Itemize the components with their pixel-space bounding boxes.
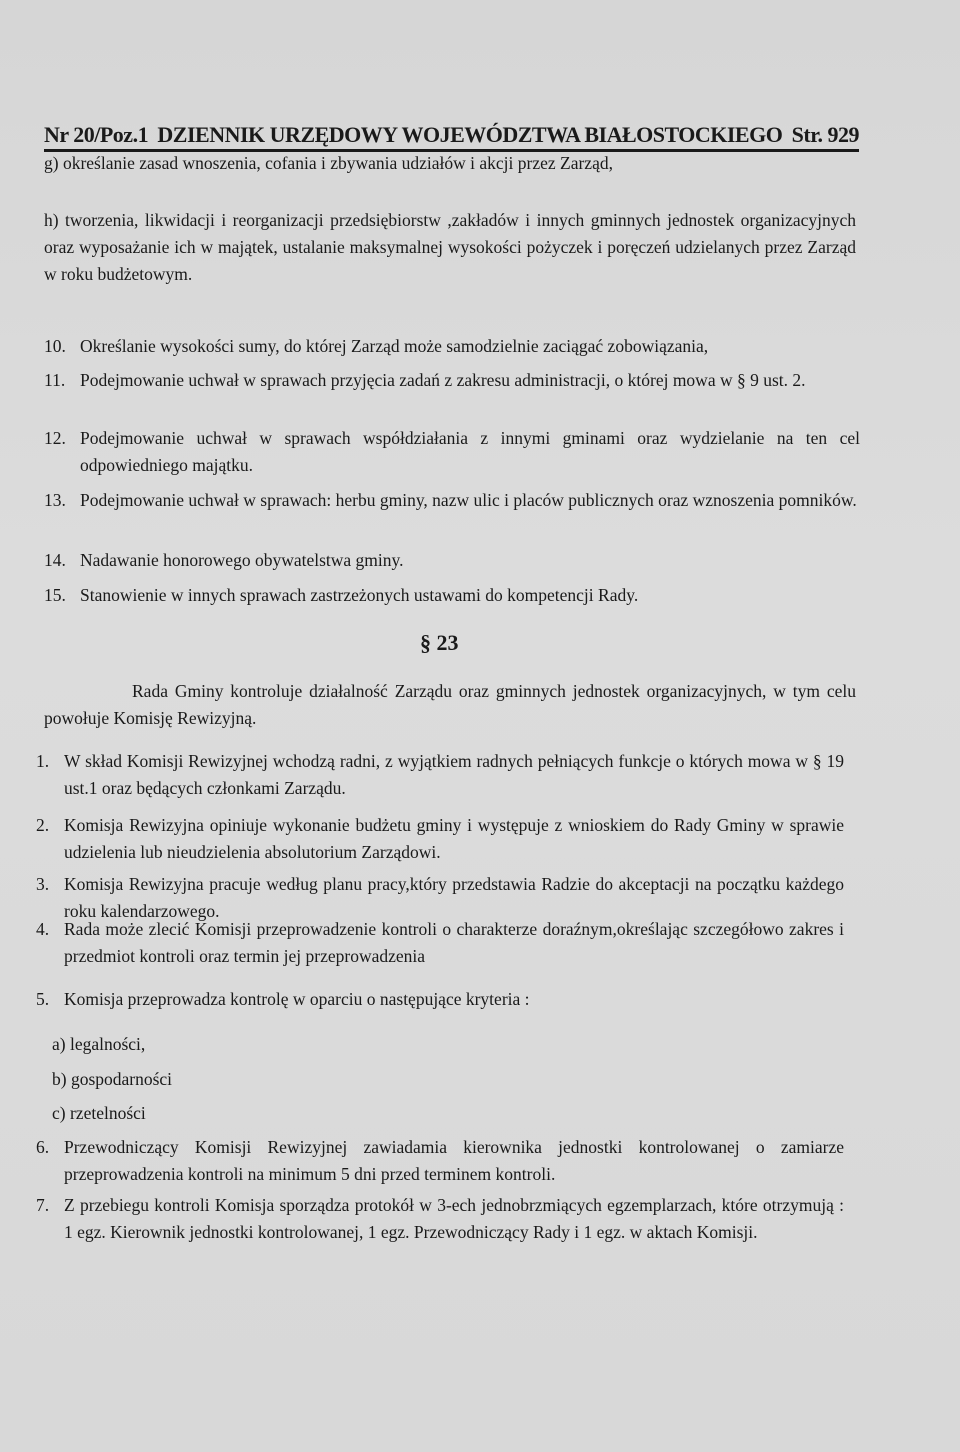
- section-heading: § 23: [420, 630, 459, 655]
- item-g: g) określanie zasad wnoszenia, cofania i zbywania udziałów i akcji przez Zarząd,: [44, 153, 613, 173]
- criteria-item: b) gospodarności: [52, 1069, 173, 1089]
- header-title: DZIENNIK URZĘDOWY WOJEWÓDZTWA BIAŁOSTOCKIEGO: [157, 122, 783, 147]
- item-h: h) tworzenia, likwidacji i reorganizacji przedsiębiorstw ,zakładów i innych gminnych jednostek organizacyjnych oraz wyposażanie ich w majątek, ustalanie maksymalnej wysokości pożyczek i poręczeń udzielanych przez Zarząd w roku budżetowym.: [44, 210, 856, 284]
- header-page: Str. 929: [791, 122, 859, 147]
- criteria-item: c) rzetelności: [52, 1103, 146, 1123]
- document-page: Nr 20/Poz.1 DZIENNIK URZĘDOWY WOJEWÓDZTWA BIAŁOSTOCKIEGO Str. 929 g) określanie zasad wnoszenia, cofania i zbywania udziałów i akcji przez Zarząd, h) tworzenia, likwidacji i reorganizacji przedsiębiorstw ,zakładów i innych gminnych jednostek organizacyjnych oraz wyposażanie ich w majątek, ustalanie maksymalnej wysokości pożyczek i poręczeń udzielanych przez Zarząd w roku budżetowym. 10. Określanie wysokości sumy, do której Zarząd może samodzielnie zaciągać zobowiązania, 11. Podejmowanie uchwał w sprawach przyjęcia zadań z zakresu administracji, o której mowa w § 9 ust. 2. 12. Podejmowanie uchwał w sprawach współdziałania z innymi gminami oraz wydzielanie na ten cel odpowiedniego majątku. 13. Podejmowanie uchwał w sprawach: herbu gminy, nazw ulic i placów publicznych oraz wznoszenia pomników. 14. Nadawanie honorowego obywatelstwa gminy. 15. Stanowienie w innych sprawach zastrzeżonych ustawami do kompetencji Rady. § 23 Rada Gminy kontroluje działalność Zarządu oraz gminnych jednostek organizacyjnych, w tym celu powołuje Komisję Rewizyjną. 1. W skład Komisji Rewizyjnej wchodzą radni, z wyjątkiem radnych pełniących funkcje o których mowa w § 19 ust.1 oraz będących członkami Zarządu. 2. Komisja Rewizyjna opiniuje wykonanie budżetu gminy i występuje z wnioskiem do Rady Gminy w sprawie udzielenia lub nieudzielenia absolutorium Zarządowi. 3. Komisja Rewizyjna pracuje według planu pracy,który przedstawia Radzie do akceptacji na początku każdego roku kalendarzowego. 4. Rada może zlecić Komisji przeprowadzenie kontroli o charakterze doraźnym,określając szczegółowo zakres i przedmiot kontroli oraz termin jej przeprowadzenia 5. Komisja przeprowadza kontrolę w oparciu o następujące kryteria : a) legalności, b) gospodarności c) rzetelności 6. Przewodniczący Komisji Rewizyjnej zawiadamia kierownika jednostki kontrolowanej o zamiarze przeprowadzenia kontroli na minimum 5 dni przed terminem kontroli. 7. Z przebiegu kontroli Komisja sporządza protokół w 3-ech jednobrzmiących egzemplarzach, które otrzymują : 1 egz. Kierownik jednostki kontrolowanej, 1 egz. Przewodniczący Rady i 1 egz. w aktach Komisji.: [0, 0, 960, 1452]
- header-issue: Nr 20/Poz.1: [44, 122, 149, 147]
- criteria-item: a) legalności,: [52, 1034, 146, 1054]
- page-header: [44, 122, 859, 152]
- section-intro: Rada Gminy kontroluje działalność Zarządu oraz gminnych jednostek organizacyjnych, w tym celu powołuje Komisję Rewizyjną.: [44, 681, 856, 728]
